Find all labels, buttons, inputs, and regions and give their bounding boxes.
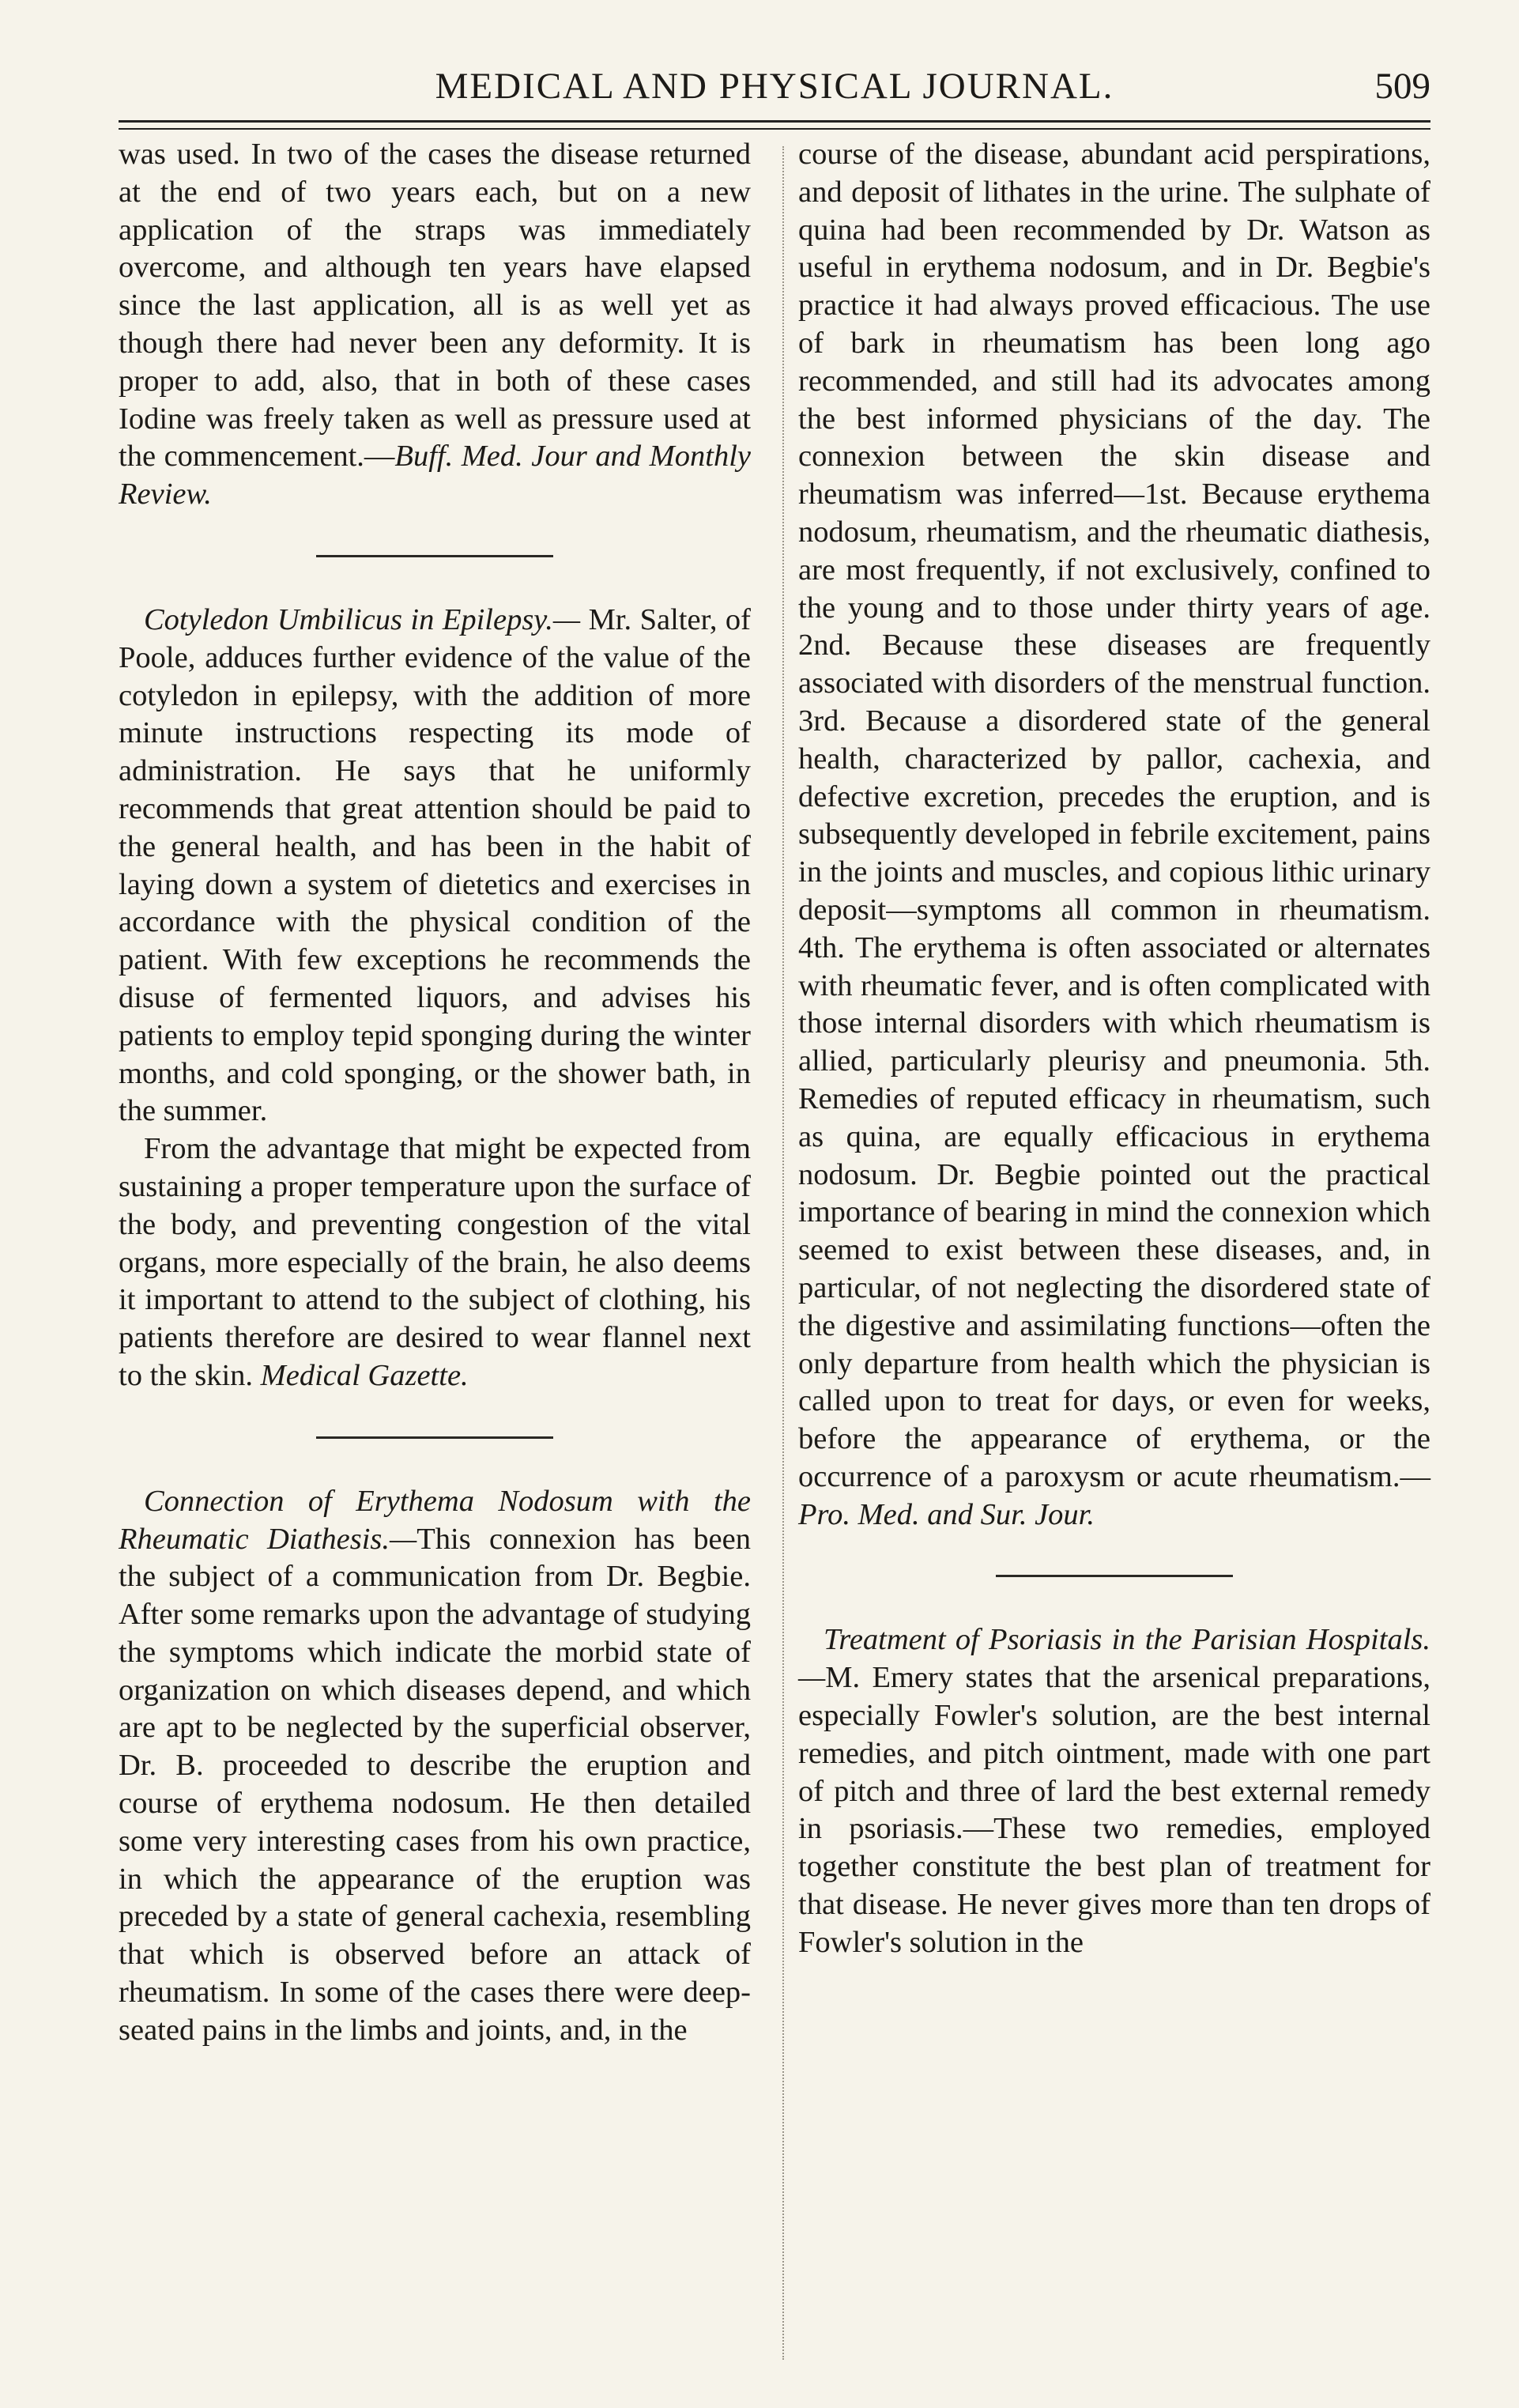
page-header [119, 62, 1430, 119]
article-separator [996, 1575, 1233, 1577]
header-rule [119, 120, 1430, 130]
running-title: MEDICAL AND PHYSICAL JOURNAL. [435, 66, 1114, 107]
column-divider [782, 146, 784, 2360]
article-title: Cotyledon Umbilicus in Epilepsy.— [144, 602, 581, 636]
source-citation: Buff. Med. Jour and Monthly Review. [119, 440, 751, 511]
paragraph-text: From the advantage that might be expected from sustaining a proper temperature upon the surface of the body, and preventing congestion of the vital organs, more especially of the brain, he also deems it important to attend to the subject of clothing, his patients therefore are desired to wear flannel next to the skin. [119, 1132, 751, 1392]
article-cotyledon-continued [119, 1130, 751, 1395]
paragraph-text: Mr. Salter, of Poole, adduces further evidence of the value of the cotyledon in epilepsy, with the addition of more minute instructions respecting its mode of administration. He says that he uniformly recommends that great attention should be paid to the general health, and has been in the habit of laying down a system of dietetics and exercises in accordance with the physical condition of the patient. With few exceptions he recommends the disuse of fermented liquors, and advises his patients to employ tepid sponging during the winter months, and cold sponging, or the shower bath, in the summer. [119, 602, 751, 1128]
article-psoriasis [798, 1621, 1430, 1961]
paragraph-text: was used. In two of the cases the disease returned at the end of two years each, but on a new application of the straps was immediately overcome, and although ten years have elapsed since the last application, all is as well yet as though there had never been any deformity. It is proper to add, also, that in both of these cases Iodine was freely taken as well as pressure used at the commencement.— [119, 138, 751, 474]
paragraph-text: M. Emery states that the arsenical preparations, especially Fowler's solution, are the best internal remedies, and pitch ointment, made with one part of pitch and three of lard the best external remedy in psoriasis.—These two remedies, employed together constitute the best plan of treatment for that disease. He never gives more than ten drops of Fowler's solution in the [798, 1661, 1430, 1959]
article-cotyledon [119, 602, 751, 1130]
source-citation: Medical Gazette. [260, 1358, 469, 1392]
source-citation: Pro. Med. and Sur. Jour. [798, 1497, 1095, 1531]
article-title: Connection of Erythema Nodosum with the Rheumatic Diathesis.— [119, 1484, 751, 1556]
article-title: Treatment of Psoriasis in the Parisian Hospitals.— [798, 1623, 1430, 1695]
continued-paragraph [798, 136, 1430, 1534]
article-separator [316, 1436, 553, 1439]
left-column [119, 136, 751, 2050]
article-separator [316, 555, 553, 557]
right-column [798, 136, 1430, 1962]
article-erythema [119, 1483, 751, 2050]
paragraph-text: This connexion has been the subject of a communication from Dr. Begbie. After some remarks upon the advantage of studying the symptoms which indicate the morbid state of organization on which diseases depend, and which are apt to be neglected by the superficial observer, Dr. B. proceeded to describe the eruption and course of erythema nodosum. He then detailed some very interesting cases from his own practice, in which the appearance of the eruption was preceded by a state of general cachexia, resembling that which is observed before an attack of rheumatism. In some of the cases there were deep-seated pains in the limbs and joints, and, in the [119, 1522, 751, 2047]
paragraph-text: course of the disease, abundant acid perspirations, and deposit of lithates in the urine. The sulphate of quina had been recommended by Dr. Watson as useful in erythema nodosum, and in Dr. Begbie's practice it had always proved efficacious. The use of bark in rheumatism has been long ago recommended, and still had its advocates among the best informed physicians of the day. The connexion between the skin disease and rheumatism was inferred—1st. Because erythema nodosum, rheumatism, and the rheumatic diathesis, are most frequently, if not exclusively, confined to the young and to those under thirty years of age. 2nd. Because these diseases are frequently associated with disorders of the menstrual function. 3rd. Because a disordered state of the general health, characterized by pallor, cachexia, and defective excretion, precedes the eruption, and is subsequently developed in febrile excitement, pains in the joints and muscles, and copious lithic urinary deposit—symptoms all common in rheumatism. 4th. The erythema is often associated or alternates with rheumatic fever, and is often complicated with those internal disorders with which rheumatism is allied, particularly pleurisy and pneumonia. 5th. Remedies of reputed efficacy in rheumatism, such as quina, are equally efficacious in erythema nodosum. Dr. Begbie pointed out the practical importance of bearing in mind the connexion which seemed to exist between these diseases, and, in particular, of not neglecting the disordered state of the digestive and assimilating functions—often the only departure from health which the physician is called upon to treat for days, or even for weeks, before the appearance of erythema, or the occurrence of a paroxysm or acute rheumatism.— [798, 138, 1430, 1493]
page-number: 509 [1374, 66, 1430, 107]
continued-paragraph [119, 136, 751, 514]
